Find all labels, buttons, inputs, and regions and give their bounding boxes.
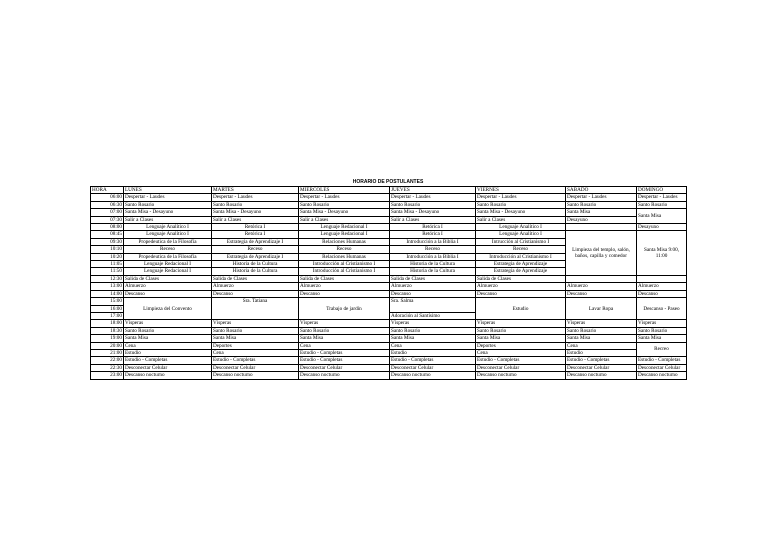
table-row — [91, 342, 687, 349]
schedule-cell: Descanso nocturno — [476, 372, 566, 379]
time-cell: 22:00 — [91, 357, 124, 364]
schedule-cell: Descanso nocturno — [390, 372, 476, 379]
schedule-cell: Deportes — [476, 342, 566, 349]
schedule-cell: Santa Misa - Desayuno — [212, 209, 299, 216]
schedule-cell: Estudio - Completas — [637, 357, 687, 364]
time-cell: 22:30 — [91, 364, 124, 371]
schedule-cell: Santa Misa - Desayuno — [390, 209, 476, 216]
schedule-cell: Receso — [476, 246, 566, 253]
schedule-cell: Almuerzo — [212, 283, 299, 290]
schedule-cell: Santa Misa — [212, 335, 299, 342]
schedule-cell: Almuerzo — [124, 283, 212, 290]
schedule-cell: Salida de Clases — [212, 275, 299, 282]
schedule-cell: Despertar - Laudes — [212, 194, 299, 201]
schedule-cell: Almuerzo — [299, 283, 390, 290]
schedule-cell: Estudio - Completas — [566, 357, 637, 364]
schedule-cell: Santo Rosario — [566, 327, 637, 334]
schedule-cell: Desconectar Celular — [390, 364, 476, 371]
schedule-cell: Salida de Clases — [476, 275, 566, 282]
schedule-cell: Salida de Clases — [390, 275, 476, 282]
schedule-cell: Estrategia de Aprendizaje — [476, 261, 566, 268]
time-cell: 13:00 — [91, 283, 124, 290]
time-cell: 10:20 — [91, 253, 124, 260]
table-row — [91, 335, 687, 342]
schedule-cell: Santa Misa — [299, 335, 390, 342]
header-cell: VIERNES — [476, 187, 566, 194]
header-cell: MARTES — [212, 187, 299, 194]
schedule-cell: Descanso — [566, 290, 637, 297]
schedule-cell: Santa Misa — [390, 335, 476, 342]
table-row — [91, 231, 687, 238]
schedule-cell: Almuerzo — [390, 283, 476, 290]
time-cell: 18:30 — [91, 327, 124, 334]
time-cell: 18:00 — [91, 320, 124, 327]
schedule-cell: Almuerzo — [637, 283, 687, 290]
schedule-cell: Retórica I — [212, 231, 299, 238]
schedule-cell: Propedeutica de la Filosofía — [124, 253, 212, 260]
table-row — [91, 327, 687, 334]
schedule-cell: Santa Misa — [476, 335, 566, 342]
header-cell: SABADO — [566, 187, 637, 194]
table-row — [91, 364, 687, 371]
schedule-cell: Lenguaje Redacional I — [124, 261, 212, 268]
schedule-cell: Despertar - Laudes — [299, 194, 390, 201]
schedule-cell: Deportes — [212, 342, 299, 349]
schedule-cell: Descanso nocturno — [124, 372, 212, 379]
sunday-recreo-block: Recreo — [637, 342, 687, 357]
sunday-afternoon-block: Descanso - Paseo — [637, 298, 687, 320]
schedule-cell: Descanso — [299, 290, 390, 297]
schedule-cell: Lenguaje Redacional I — [299, 231, 390, 238]
schedule-cell: Santa Misa - Desayuno — [476, 209, 566, 216]
table-row — [91, 194, 687, 201]
document-title: HORARIO DE POSTULANTES — [352, 179, 424, 185]
schedule-cell: Descanso nocturno — [566, 372, 637, 379]
schedule-cell: Santo Rosario — [390, 327, 476, 334]
schedule-cell: Lenguaje Analítico I — [476, 231, 566, 238]
schedule-cell: Santo Rosario — [212, 201, 299, 208]
schedule-cell: Cena — [124, 342, 212, 349]
schedule-cell: Desayuno — [566, 216, 637, 223]
schedule-cell: Descanso — [637, 290, 687, 297]
schedule-cell: Receso — [212, 246, 299, 253]
header-row — [91, 187, 687, 194]
schedule-cell: Santo Rosario — [212, 327, 299, 334]
schedule-cell: Despertar - Laudes — [390, 194, 476, 201]
table-row — [91, 275, 687, 282]
schedule-cell: Lenguaje Redacional I — [124, 268, 212, 275]
time-cell: 08:00 — [91, 224, 124, 231]
schedule-cell: Introducción a la Biblia I — [390, 238, 476, 245]
table-row — [91, 357, 687, 364]
tuesday-afternoon-block: Sra. Tatiana — [212, 298, 299, 320]
schedule-cell: Vísperas — [476, 320, 566, 327]
schedule-cell: Santo Rosario — [299, 201, 390, 208]
table-row — [91, 290, 687, 297]
schedule-cell: Despertar - Laudes — [124, 194, 212, 201]
schedule-cell: Cena — [566, 342, 637, 349]
time-cell: 19:00 — [91, 335, 124, 342]
time-cell: 11:50 — [91, 268, 124, 275]
schedule-cell: Cena — [212, 349, 299, 356]
schedule-cell: Lenguaje Analítico I — [124, 231, 212, 238]
schedule-cell: Receso — [390, 246, 476, 253]
schedule-cell: Desconectar Celular — [124, 364, 212, 371]
time-cell: 21:00 — [91, 349, 124, 356]
schedule-cell: Descanso nocturno — [299, 372, 390, 379]
schedule-cell: Estudio — [566, 349, 637, 356]
schedule-cell: Retórica I — [390, 231, 476, 238]
schedule-cell: Propedeutica de la Filosofía — [124, 238, 212, 245]
schedule-cell: Santo Rosario — [476, 201, 566, 208]
schedule-cell: Santa Misa — [566, 335, 637, 342]
saturday-cleaning-block: Limpieza del templo, salón, baños, capilla y comedor — [566, 231, 637, 275]
schedule-cell: Estrategia de Aprendizaje I — [212, 238, 299, 245]
schedule-cell: Salida de Clases — [299, 275, 390, 282]
table-row — [91, 372, 687, 379]
header-cell: DOMINGO — [637, 187, 687, 194]
schedule-cell: Desconectar Celular — [566, 364, 637, 371]
schedule-cell: Estudio — [390, 349, 476, 356]
schedule-cell: Descanso — [212, 290, 299, 297]
schedule-cell: Desconectar Celular — [476, 364, 566, 371]
schedule-cell — [566, 224, 637, 231]
schedule-cell: Vísperas — [566, 320, 637, 327]
header-cell: HORA — [91, 187, 124, 194]
schedule-cell: Salir a Clases — [212, 216, 299, 223]
saturday-afternoon-block: Lavar Ropa — [566, 298, 637, 320]
time-cell: 12:30 — [91, 275, 124, 282]
schedule-cell: Historia de la Cultura — [390, 268, 476, 275]
schedule-cell: Estudio - Completas — [299, 349, 390, 356]
schedule-cell: Cena — [476, 349, 566, 356]
schedule-cell: Descanso — [390, 290, 476, 297]
schedule-cell: Desayuno — [637, 224, 687, 231]
schedule-cell: Retórica I — [390, 224, 476, 231]
table-row — [91, 201, 687, 208]
schedule-cell: Salida de Clases — [124, 275, 212, 282]
schedule-cell: Lenguaje Redacional I — [299, 224, 390, 231]
table-row — [91, 216, 687, 223]
schedule-cell: Lenguaje Analítico I — [124, 224, 212, 231]
time-cell: 06:30 — [91, 201, 124, 208]
schedule-cell: Santo Rosario — [566, 201, 637, 208]
schedule-cell: Introducción al Cristianismo I — [476, 253, 566, 260]
time-cell: 06:00 — [91, 194, 124, 201]
header-cell: LUNES — [124, 187, 212, 194]
time-cell: 07:00 — [91, 209, 124, 216]
table-row — [91, 209, 687, 216]
schedule-cell — [637, 275, 687, 282]
schedule-cell: Cena — [390, 342, 476, 349]
schedule-cell: Santo Rosario — [390, 201, 476, 208]
schedule-cell: Retórica I — [212, 224, 299, 231]
schedule-cell: Estudio - Completas — [390, 357, 476, 364]
table-row — [91, 224, 687, 231]
schedule-cell: Santo Rosario — [637, 327, 687, 334]
header-cell: MIERCOLES — [299, 187, 390, 194]
schedule-cell: Almuerzo — [566, 283, 637, 290]
schedule-cell: Vísperas — [212, 320, 299, 327]
schedule-cell: Relaciones Humanas — [299, 238, 390, 245]
schedule-cell: Santa Misa - Desayuno — [124, 209, 212, 216]
schedule-cell: Descanso — [124, 290, 212, 297]
schedule-cell: Despertar - Laudes — [566, 194, 637, 201]
schedule-cell: Receso — [124, 246, 212, 253]
header-cell: JUEVES — [390, 187, 476, 194]
time-cell: 11:05 — [91, 261, 124, 268]
schedule-cell: Santo Rosario — [637, 201, 687, 208]
schedule-cell: Estudio - Completas — [476, 357, 566, 364]
schedule-cell: Cena — [299, 342, 390, 349]
table-row — [91, 283, 687, 290]
friday-afternoon-block: Estudio — [476, 298, 566, 320]
schedule-cell: Historia de la Cultura — [212, 261, 299, 268]
schedule-cell: Santa Misa - Desayuno — [299, 209, 390, 216]
wednesday-afternoon-block: Trabajo de jardín — [299, 298, 390, 320]
schedule-cell: Salir a Clases — [390, 216, 476, 223]
time-cell: 08:45 — [91, 231, 124, 238]
schedule-cell: Desconectar Celular — [299, 364, 390, 371]
schedule-cell: Lenguaje Analítico I — [476, 224, 566, 231]
sunday-mass-block: Santa Misa 9:00, 11:00 — [637, 231, 687, 275]
time-cell: 14:00 — [91, 290, 124, 297]
time-cell: 17:00 — [91, 312, 124, 319]
schedule-table — [90, 186, 687, 380]
schedule-cell: Salir a Clases — [124, 216, 212, 223]
schedule-cell: Santo Rosario — [124, 201, 212, 208]
schedule-cell: Despertar - Laudes — [637, 194, 687, 201]
schedule-cell: Almuerzo — [476, 283, 566, 290]
monday-afternoon-block: Limpieza del Convento — [124, 298, 212, 320]
schedule-cell: Vísperas — [637, 320, 687, 327]
thursday-afternoon-block: Sra. Salma — [390, 298, 476, 313]
schedule-cell: Adoración al Santísimo — [390, 312, 476, 319]
schedule-cell: Vísperas — [390, 320, 476, 327]
schedule-cell: Vísperas — [124, 320, 212, 327]
time-cell: 23:00 — [91, 372, 124, 379]
schedule-cell: Santo Rosario — [299, 327, 390, 334]
schedule-cell: Santa Misa — [124, 335, 212, 342]
schedule-cell: Estudio - Completas — [299, 357, 390, 364]
schedule-cell: Despertar - Laudes — [476, 194, 566, 201]
schedule-cell: Descanso — [476, 290, 566, 297]
schedule-cell: Santa Misa — [637, 209, 687, 224]
table-row — [91, 298, 687, 305]
time-cell: 20:00 — [91, 342, 124, 349]
schedule-cell: Estudio - Completas — [212, 357, 299, 364]
schedule-cell: Descanso nocturno — [637, 372, 687, 379]
schedule-cell: Receso — [299, 246, 390, 253]
schedule-cell — [566, 275, 637, 282]
schedule-cell: Relaciones Humanas — [299, 253, 390, 260]
time-cell: 16:00 — [91, 305, 124, 312]
schedule-cell: Santa Misa — [637, 335, 687, 342]
schedule-cell: Estrategia de Aprendizaje I — [212, 253, 299, 260]
schedule-cell: Santa Misa — [566, 209, 637, 216]
schedule-cell: Introducción al Cristianismo I — [299, 268, 390, 275]
schedule-cell: Introducción al Cristianismo I — [299, 261, 390, 268]
table-row — [91, 320, 687, 327]
schedule-cell: Desconectar Celular — [212, 364, 299, 371]
time-cell: 09:30 — [91, 238, 124, 245]
schedule-cell: Salir a Clases — [299, 216, 390, 223]
schedule-cell: Estudio - Completas — [124, 357, 212, 364]
schedule-cell: Historia de la Cultura — [390, 261, 476, 268]
schedule-cell: Historia de la Cultura — [212, 268, 299, 275]
schedule-cell: Desconectar Celular — [637, 364, 687, 371]
schedule-cell: Estudio — [124, 349, 212, 356]
schedule-cell: Vísperas — [299, 320, 390, 327]
time-cell: 07:30 — [91, 216, 124, 223]
schedule-cell: Intrucción al Cristianismo I — [476, 238, 566, 245]
schedule-cell: Santo Rosario — [124, 327, 212, 334]
time-cell: 10:10 — [91, 246, 124, 253]
schedule-cell: Santo Rosario — [476, 327, 566, 334]
schedule-cell: Descanso nocturno — [212, 372, 299, 379]
schedule-cell: Introducción a la Biblia I — [390, 253, 476, 260]
time-cell: 15:00 — [91, 298, 124, 305]
schedule-cell: Estrategia de Aprendizaje — [476, 268, 566, 275]
table-row — [91, 349, 687, 356]
schedule-cell: Salir a Clases — [476, 216, 566, 223]
